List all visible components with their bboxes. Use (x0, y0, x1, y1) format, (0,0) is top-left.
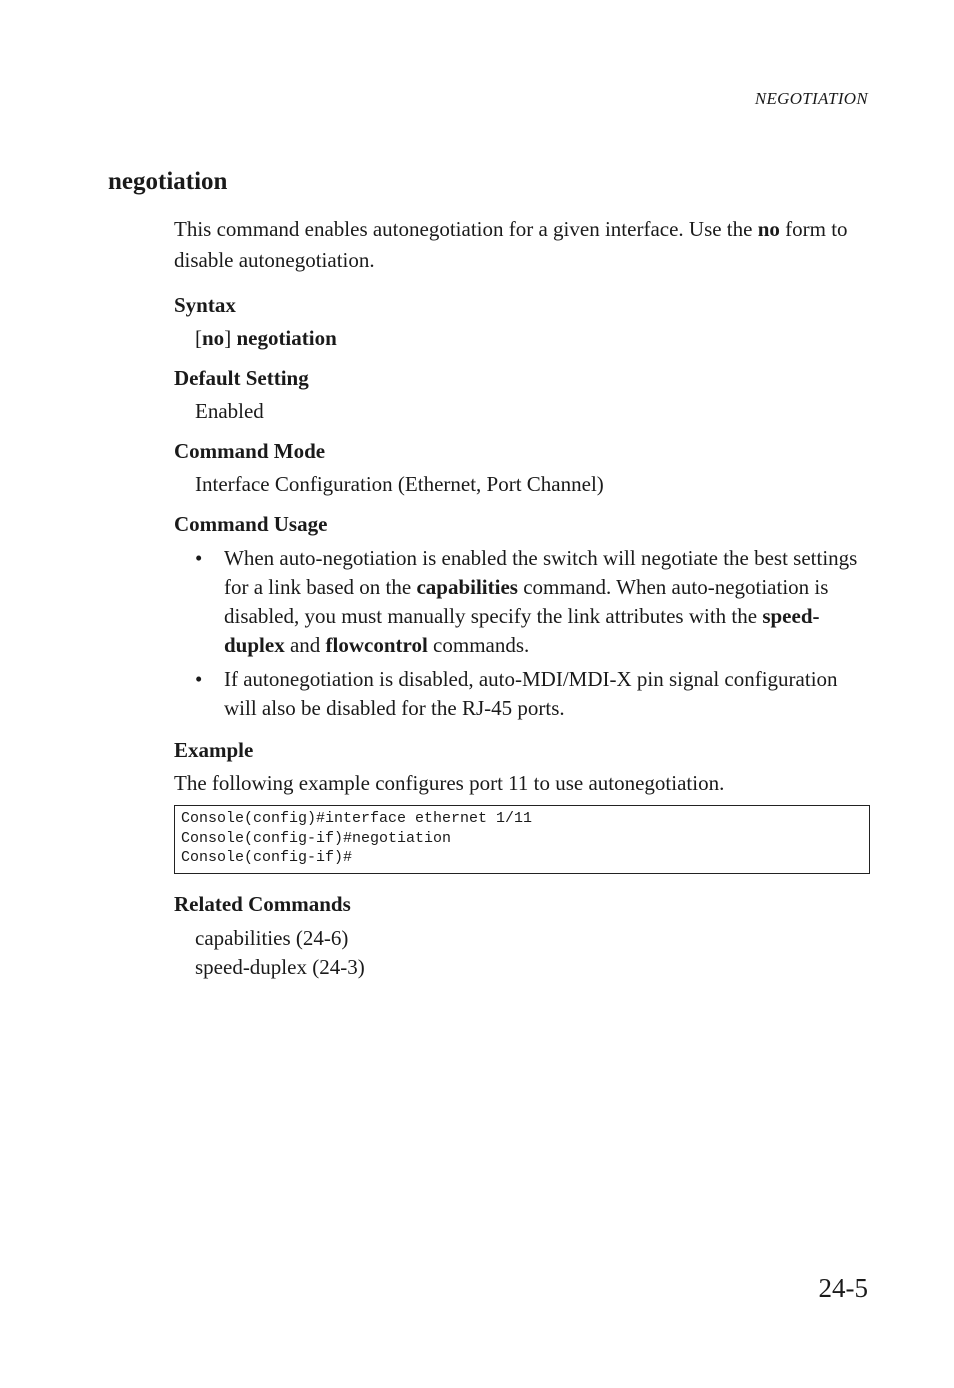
capabilities-keyword: capabilities (416, 575, 518, 599)
example-text: The following example configures port 11 to use autonegotiation. (174, 771, 725, 795)
page-number: 24-5 (818, 1273, 868, 1303)
list-item (195, 544, 870, 660)
bullet: • (195, 546, 203, 570)
code-line: Console(config)#interface ethernet 1/11 (181, 810, 533, 827)
speed-duplex-keyword: speed-duplex (224, 604, 820, 657)
intro-text-before: This command enables autonegotiation for a given interface. Use the (174, 217, 758, 241)
flowcontrol-keyword: flowcontrol (325, 633, 428, 657)
command-mode-value: Interface Configuration (Ethernet, Port Channel) (195, 472, 604, 496)
intro-no-keyword: no (757, 217, 780, 241)
usage-text: commands. (427, 633, 530, 657)
syntax-no: no (202, 326, 225, 350)
page-title: negotiation (108, 168, 228, 195)
example-heading: Example (174, 738, 254, 762)
default-setting-heading: Default Setting (174, 366, 309, 390)
usage-text: If autonegotiation is disabled, auto-MDI/MDI-X pin signal configuration will also be disabled for the RJ-45 ports. (224, 667, 838, 720)
code-line: Console(config-if)# (181, 849, 353, 866)
intro-text-after: form to disable autonegotiation. (174, 217, 848, 272)
bullet: • (195, 667, 203, 691)
related-command-item: capabilities (24-6) (195, 925, 349, 950)
running-head: NEGOTIATION (754, 89, 868, 108)
syntax-open-bracket: [ (195, 326, 202, 350)
list-item (195, 665, 870, 723)
usage-text: When auto-negotiation is enabled the switch will negotiate the best settings for a link based on the (224, 546, 858, 599)
related-commands-heading: Related Commands (174, 891, 351, 916)
usage-text: command. When auto-negotiation is disabled, you must manually specify the link attributes with the (224, 575, 829, 628)
intro-paragraph (174, 214, 870, 276)
default-setting-value: Enabled (195, 399, 264, 423)
command-description (174, 214, 870, 982)
command-mode-heading: Command Mode (174, 439, 326, 463)
usage-text: and (284, 633, 326, 657)
syntax-close-bracket: ] (224, 326, 237, 350)
syntax-command: negotiation (236, 326, 337, 350)
related-command-item: speed-duplex (24-3) (195, 954, 365, 979)
code-line: Console(config-if)#negotiation (181, 829, 452, 847)
syntax-heading: Syntax (174, 293, 236, 317)
usage-list (174, 544, 870, 723)
syntax-line (174, 323, 870, 354)
code-block (174, 805, 870, 874)
command-usage-heading: Command Usage (174, 512, 328, 536)
